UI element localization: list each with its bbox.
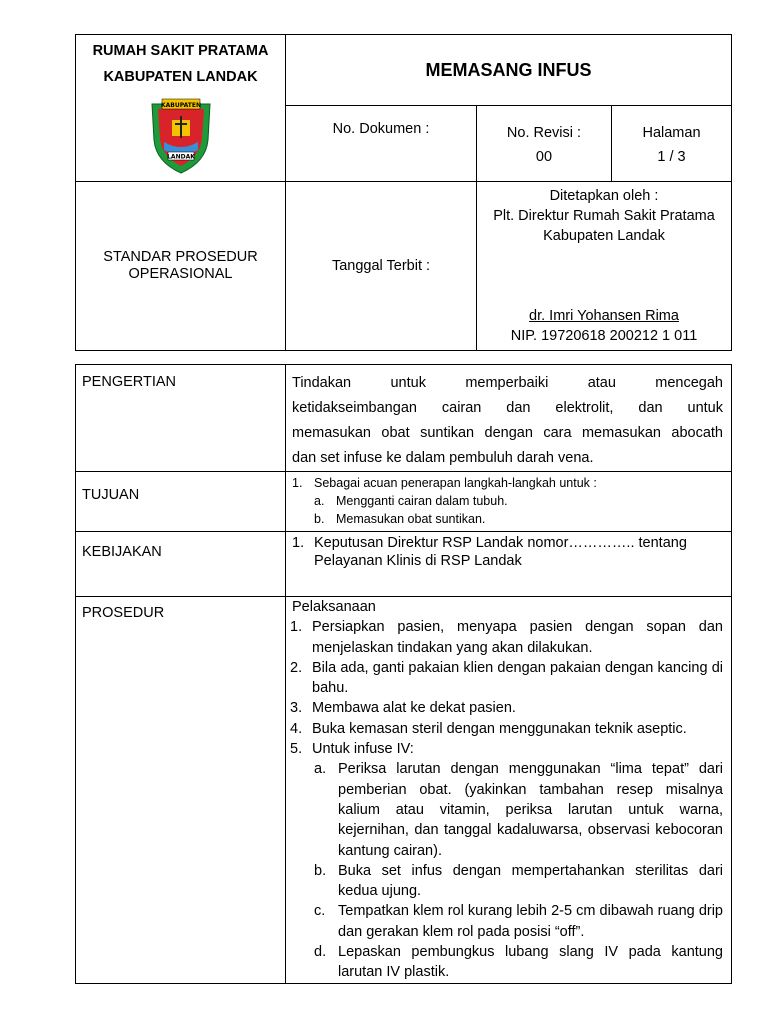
page-cell [612, 106, 732, 182]
sop-line1: STANDAR PROSEDUR [103, 249, 258, 265]
prosedur-heading: Pelaksanaan [292, 599, 376, 615]
approver-title: Plt. Direktur Rumah Sakit Pratama [493, 208, 715, 224]
tujuan-label: TUJUAN [76, 472, 286, 532]
issue-date-cell [286, 182, 477, 351]
svg-text:LANDAK: LANDAK [166, 153, 195, 161]
header-table [75, 34, 732, 351]
signer-name: dr. Imri Yohansen Rima [529, 308, 679, 324]
revision-cell [477, 106, 612, 182]
kebijakan-content [286, 532, 732, 597]
prosedur-item-5: 5. Untuk infuse IV: [290, 741, 414, 758]
pengertian-content: Tindakan untuk memperbaiki atau mencegah ketidakseimbangan cairan dan elektrolit, dan untuk memasukan obat suntikan dengan cara memasukan abocath dan set infuse ke dalam pembuluh darah vena. [286, 365, 732, 472]
prosedur-sub-a: a. Periksa larutan dengan menggunakan “lima tepat” dari pemberian obat. (yakinkan tambahan resep misalnya kalium atau vitamin, periksa larutan untuk warna, kejernihan, dan tanggal kadaluwarsa, observasi kebocoran kantung cairan). [314, 761, 723, 859]
svg-text:KABUPATEN: KABUPATEN [160, 102, 201, 109]
signer-nip: NIP. 19720618 200212 1 011 [510, 328, 698, 344]
page-label: Halaman [642, 125, 701, 142]
landak-regency-logo-icon [148, 94, 214, 176]
prosedur-sub-d: d. Lepaskan pembungkus lubang slang IV pada kantung larutan IV plastik. [314, 944, 723, 981]
sop-cell [76, 182, 286, 351]
pengertian-label: PENGERTIAN [76, 365, 286, 472]
doc-number-cell [286, 106, 477, 182]
tujuan-content [286, 472, 732, 532]
document-title: MEMASANG INFUS [286, 35, 732, 106]
approval-cell [477, 182, 732, 351]
procedure-table [75, 364, 732, 984]
page-value: 1 / 3 [657, 149, 686, 166]
hospital-name: RUMAH SAKIT PRATAMA KABUPATEN LANDAK [92, 43, 269, 85]
kebijakan-item-1: 1. Keputusan Direktur RSP Landak nomor………….. tentang Pelayanan Klinis di RSP Landak [292, 535, 687, 569]
tujuan-item-1: 1. Sebagai acuan penerapan langkah-langkah untuk : [292, 476, 597, 490]
prosedur-item-2: 2. Bila ada, ganti pakaian klien dengan pakaian dengan kancing di bahu. [290, 659, 723, 697]
tujuan-sub-a: a. Mengganti cairan dalam tubuh. [314, 494, 508, 508]
revision-value: 00 [535, 149, 553, 166]
hospital-cell [76, 35, 286, 182]
doc-number-label: No. Dokumen : [332, 121, 430, 138]
kebijakan-label: KEBIJAKAN [76, 532, 286, 597]
approver-office: Kabupaten Landak [543, 228, 665, 244]
prosedur-sub-b: b. Buka set infus dengan mempertahankan sterilitas dari kedua ujung. [314, 862, 723, 900]
tujuan-sub-b: b. Memasukan obat suntikan. [314, 512, 486, 526]
prosedur-list [290, 617, 723, 982]
prosedur-content [286, 597, 732, 984]
revision-label: No. Revisi : [506, 125, 582, 142]
sop-line2: OPERASIONAL [128, 266, 233, 282]
prosedur-label: PROSEDUR [76, 597, 286, 984]
issue-date-label: Tanggal Terbit : [331, 258, 431, 274]
approved-by-label: Ditetapkan oleh : [549, 188, 659, 204]
prosedur-item-3: 3. Membawa alat ke dekat pasien. [290, 700, 516, 717]
prosedur-sub-c: c. Tempatkan klem rol kurang lebih 2-5 cm dibawah ruang drip dan gerakan klem rol pada posisi “off”. [314, 903, 723, 940]
prosedur-item-1: 1. Persiapkan pasien, menyapa pasien dengan sopan dan menjelaskan tindakan yang akan dilakukan. [290, 619, 723, 656]
prosedur-item-4: 4. Buka kemasan steril dengan menggunakan teknik aseptic. [290, 720, 687, 737]
